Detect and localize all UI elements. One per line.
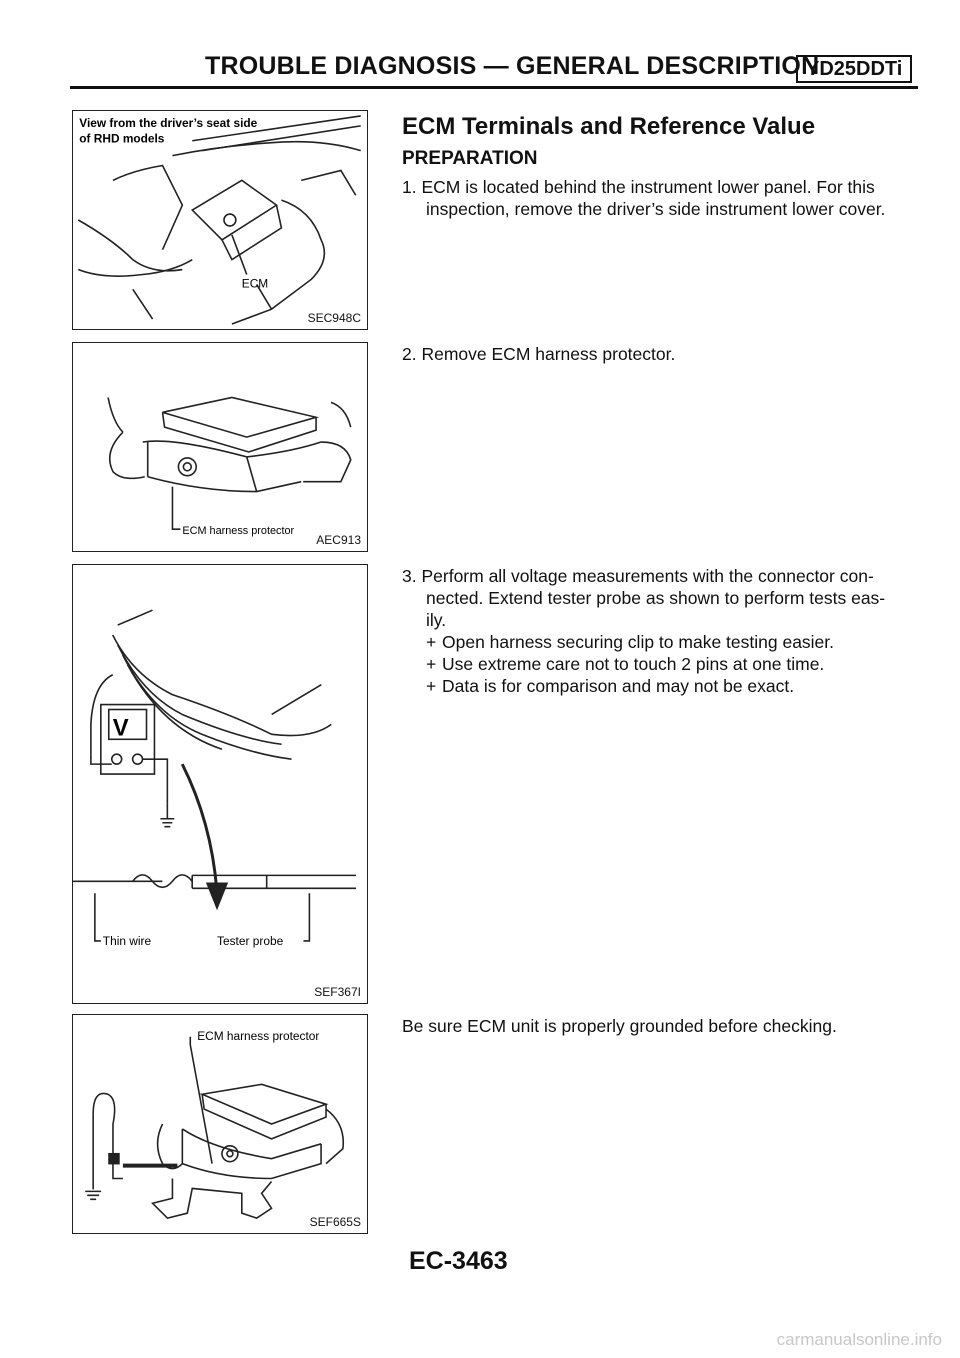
figure-ecm-location	[72, 110, 368, 330]
step-text: ECM is located behind the instrument lower panel. For this	[421, 177, 875, 197]
figure-ecm-ground	[72, 1014, 368, 1234]
page-number: EC-3463	[409, 1247, 508, 1275]
step-text: Remove ECM harness protector.	[421, 344, 676, 364]
step-2	[402, 343, 675, 365]
header-rule	[70, 86, 918, 89]
bullet-icon: +	[426, 654, 437, 674]
step-1	[402, 176, 885, 220]
ground-note: Be sure ECM unit is properly grounded before checking.	[402, 1016, 837, 1036]
step-text: inspection, remove the driver’s side instrument lower cover.	[426, 199, 886, 219]
bullet-icon: +	[426, 632, 437, 652]
thin-wire-label: Thin wire	[102, 933, 152, 948]
fig1-caption-line2: of RHD models	[79, 131, 165, 146]
step-number: 1.	[402, 177, 417, 197]
bullet-item: + Open harness securing clip to make testing easier.	[426, 632, 835, 652]
fig4-protector-label: ECM harness protector	[197, 1028, 320, 1043]
header-title: TROUBLE DIAGNOSIS — GENERAL DESCRIPTION	[205, 52, 820, 80]
voltmeter-label: V	[112, 714, 129, 742]
bullet-item: + Data is for comparison and may not be exact.	[426, 676, 795, 696]
bullet-item: + Use extreme care not to touch 2 pins at one time.	[426, 654, 825, 674]
step-text: Perform all voltage measurements with the connector con-	[421, 566, 874, 586]
step-text: nected. Extend tester probe as shown to perform tests eas-	[426, 588, 886, 608]
figure-code: AEC913	[316, 533, 361, 547]
figure-code: SEF367I	[314, 985, 361, 999]
figure-code: SEF665S	[309, 1215, 361, 1229]
subsection-title: PREPARATION	[402, 148, 538, 169]
engine-code-badge: YD25DDTi	[796, 55, 912, 83]
figure-tester-probe	[72, 564, 368, 1004]
tester-probe-illustration	[73, 565, 367, 1003]
figure-code: SEC948C	[307, 311, 361, 325]
ecm-location-illustration	[73, 111, 367, 329]
bullet-icon: +	[426, 676, 437, 696]
watermark: carmanualsonline.info	[776, 1330, 942, 1349]
fig2-protector-label: ECM harness protector	[182, 525, 295, 538]
figure-ecm-harness-protector	[72, 342, 368, 552]
tester-probe-label: Tester probe	[217, 933, 284, 948]
step-text: ily.	[426, 610, 447, 630]
harness-protector-illustration	[73, 343, 367, 551]
section-title: ECM Terminals and Reference Value	[402, 113, 816, 140]
fig1-ecm-label: ECM	[241, 276, 269, 291]
step-number: 2.	[402, 344, 417, 364]
step-3	[402, 565, 885, 697]
step-number: 3.	[402, 566, 417, 586]
fig1-caption-line1: View from the driver’s seat side	[79, 115, 258, 130]
ecm-ground-illustration	[73, 1015, 367, 1233]
